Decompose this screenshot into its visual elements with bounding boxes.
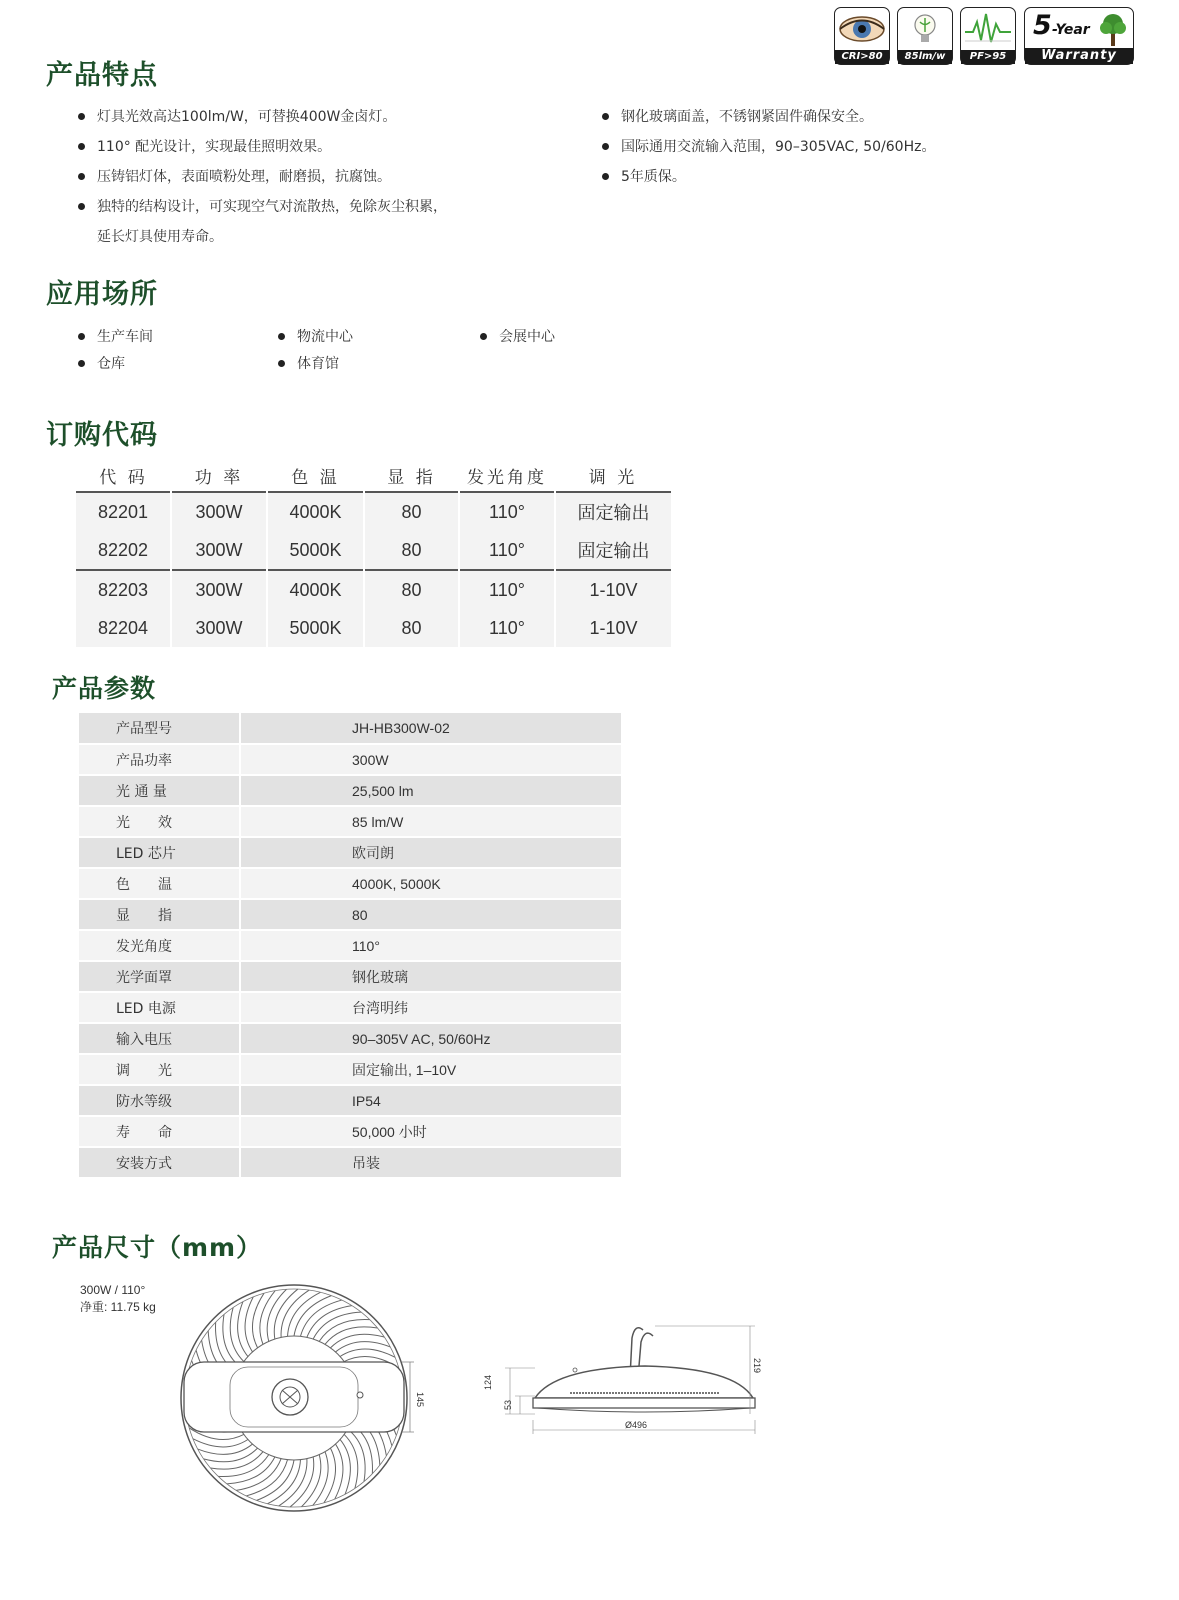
feature-item: 灯具光效高达100lm/W，可替换400W金卤灯。 (78, 106, 396, 126)
cri-label: CRI>80 (835, 50, 889, 64)
order-cell: 110° (459, 570, 555, 609)
param-label: 光 通 量 (79, 775, 240, 806)
warranty-number: 5 (1033, 10, 1052, 41)
table-row (79, 868, 621, 899)
table-row (79, 1085, 621, 1116)
table-row (76, 492, 671, 531)
bulb-icon (898, 8, 952, 50)
warranty-label: Warranty (1025, 48, 1133, 64)
param-value: 110° (240, 930, 621, 961)
order-cell: 4000K (267, 492, 364, 531)
side-view-drawing (485, 1318, 775, 1443)
efficacy-label: 85lm/w (898, 50, 952, 64)
param-value: 钢化玻璃 (240, 961, 621, 992)
param-value: 90–305V AC, 50/60Hz (240, 1023, 621, 1054)
dim-145-label: 145 (415, 1392, 425, 1408)
application-item: 会展中心 (480, 326, 555, 346)
warranty-year-text: -Year (1052, 22, 1090, 38)
dimensions-heading: 产品尺寸（mm） (52, 1233, 263, 1262)
order-cell: 1-10V (555, 570, 671, 609)
params-heading: 产品参数 (52, 674, 157, 703)
param-label: 产品型号 (79, 713, 240, 744)
order-cell: 82203 (76, 570, 171, 609)
efficacy-badge (897, 7, 953, 65)
param-value: IP54 (240, 1085, 621, 1116)
table-row (79, 992, 621, 1023)
heatsink-fin (252, 1293, 264, 1348)
order-header: 显 指 (387, 468, 436, 488)
table-row (79, 1147, 621, 1178)
order-cell: 110° (459, 531, 555, 570)
order-cell: 80 (364, 570, 459, 609)
params-table (79, 713, 621, 1179)
table-row (79, 930, 621, 961)
waveform-icon (961, 8, 1015, 50)
order-cell: 80 (364, 492, 459, 531)
table-row (79, 961, 621, 992)
application-item: 体育馆 (278, 353, 339, 373)
order-cell: 固定输出 (555, 492, 671, 531)
cri-badge (834, 7, 890, 65)
application-item: 生产车间 (78, 326, 153, 346)
feature-item: 国际通用交流输入范围，90–305VAC, 50/60Hz。 (602, 136, 935, 156)
param-label: 光学面罩 (79, 961, 240, 992)
order-table (76, 460, 671, 647)
order-cell: 82201 (76, 492, 171, 531)
heatsink-fin (245, 1297, 253, 1352)
eye-icon (835, 8, 889, 50)
order-heading: 订购代码 (46, 420, 158, 451)
heatsink-fin (335, 1342, 390, 1352)
pf-badge (960, 7, 1016, 65)
pf-label: PF>95 (961, 50, 1015, 64)
order-cell: 5000K (267, 609, 364, 647)
table-row (79, 1023, 621, 1054)
param-value: JH-HB300W-02 (240, 713, 621, 744)
table-row (79, 744, 621, 775)
dim-124-label: 124 (483, 1374, 493, 1390)
order-cell: 300W (171, 570, 267, 609)
param-label: 调 光 (79, 1054, 240, 1085)
order-cell: 110° (459, 609, 555, 647)
order-header: 功 率 (194, 468, 244, 488)
order-cell: 80 (364, 531, 459, 570)
table-row (76, 609, 671, 647)
param-value: 80 (240, 899, 621, 930)
param-value: 25,500 lm (240, 775, 621, 806)
order-cell: 82202 (76, 531, 171, 570)
order-cell: 4000K (267, 570, 364, 609)
param-label: LED 芯片 (79, 837, 240, 868)
warranty-badge (1024, 7, 1134, 65)
order-header: 调 光 (588, 468, 638, 488)
table-row (79, 899, 621, 930)
table-row (79, 1116, 621, 1147)
param-value: 50,000 小时 (240, 1116, 621, 1147)
param-label: 色 温 (79, 868, 240, 899)
table-row (79, 1054, 621, 1085)
order-cell: 300W (171, 492, 267, 531)
table-row (76, 531, 671, 570)
param-label: 产品功率 (79, 744, 240, 775)
dim-219-label: 219 (752, 1358, 762, 1374)
param-label: 光 效 (79, 806, 240, 837)
param-value: 4000K, 5000K (240, 868, 621, 899)
table-row (79, 806, 621, 837)
heatsink-fin (193, 1439, 248, 1447)
param-value: 欧司朗 (240, 837, 621, 868)
param-value: 吊装 (240, 1147, 621, 1178)
param-label: 寿 命 (79, 1116, 240, 1147)
application-item: 物流中心 (278, 326, 353, 346)
dimension-note-power: 300W / 110° (80, 1283, 146, 1297)
param-label: 输入电压 (79, 1023, 240, 1054)
dim-53-label: 53 (503, 1399, 513, 1410)
param-label: 显 指 (79, 899, 240, 930)
order-cell: 1-10V (555, 609, 671, 647)
order-cell: 300W (171, 531, 267, 570)
param-value: 固定输出, 1–10V (240, 1054, 621, 1085)
heatsink-fin (238, 1302, 248, 1357)
table-row (79, 837, 621, 868)
feature-item-continuation: 延长灯具使用寿命。 (97, 229, 223, 245)
param-value: 85 lm/W (240, 806, 621, 837)
heatsink-fin (198, 1444, 253, 1454)
order-cell: 82204 (76, 609, 171, 647)
heatsink-fin (330, 1334, 384, 1348)
features-heading: 产品特点 (46, 60, 158, 91)
param-value: 台湾明纬 (240, 992, 621, 1023)
heatsink-fin (230, 1308, 244, 1362)
dimension-note-weight: 净重: 11.75 kg (80, 1300, 156, 1314)
dim-496-label: Ø496 (625, 1420, 648, 1430)
top-view-drawing (170, 1300, 430, 1520)
heatsink-fin (335, 1444, 343, 1499)
heatsink-fin (204, 1448, 258, 1462)
table-row (79, 713, 621, 744)
feature-item: 独特的结构设计，可实现空气对流散热，免除灰尘积累， (78, 196, 447, 216)
heatsink-fin (340, 1439, 350, 1494)
applications-heading: 应用场所 (46, 279, 158, 310)
table-row (76, 570, 671, 609)
order-cell: 300W (171, 609, 267, 647)
order-header: 代 码 (99, 468, 148, 488)
tree-icon (1025, 8, 1133, 50)
order-header: 色 温 (291, 468, 340, 488)
order-header: 发光角度 (467, 468, 547, 488)
order-cell: 110° (459, 492, 555, 531)
heatsink-fin (324, 1448, 336, 1503)
table-row (79, 775, 621, 806)
heatsink-fin (340, 1349, 395, 1357)
feature-item: 压铸铝灯体，表面喷粉处理，耐磨损，抗腐蚀。 (78, 166, 391, 186)
param-value: 300W (240, 744, 621, 775)
heatsink-fin (344, 1434, 358, 1488)
order-cell: 5000K (267, 531, 364, 570)
feature-item: 钢化玻璃面盖，不锈钢紧固件确保安全。 (602, 106, 873, 126)
order-cell: 固定输出 (555, 531, 671, 570)
param-label: 发光角度 (79, 930, 240, 961)
order-cell: 80 (364, 609, 459, 647)
param-label: 安装方式 (79, 1147, 240, 1178)
param-label: LED 电源 (79, 992, 240, 1023)
application-item: 仓库 (78, 353, 125, 373)
param-label: 防水等级 (79, 1085, 240, 1116)
feature-item: 5年质保。 (602, 166, 686, 186)
feature-item: 110° 配光设计，实现最佳照明效果。 (78, 136, 331, 156)
